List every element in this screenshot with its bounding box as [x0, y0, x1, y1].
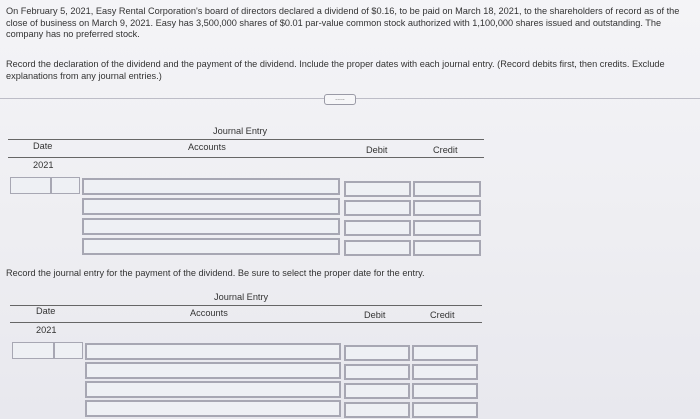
journal1-row1-debit[interactable]	[344, 181, 411, 197]
journal1-title: Journal Entry	[213, 126, 268, 136]
journal2-row1-debit[interactable]	[344, 345, 410, 361]
instructions: Record the declaration of the dividend and the payment of the dividend. Include the proper dates with each journal entry. (Record debits first, then credits. Exclude explanations from any journal entries.)	[6, 59, 665, 81]
journal2-year: 2021	[36, 325, 57, 335]
journal2-row3-account[interactable]	[85, 381, 341, 398]
journal1-row1-account[interactable]	[82, 178, 340, 195]
journal1-row2-credit[interactable]	[413, 200, 481, 216]
journal1-row2-account[interactable]	[82, 198, 340, 215]
expand-button[interactable]: .....	[324, 94, 356, 105]
journal2-title: Journal Entry	[214, 292, 269, 302]
journal2-row1-account[interactable]	[85, 343, 341, 360]
journal2-row3-credit[interactable]	[412, 383, 478, 399]
journal1-row3-debit[interactable]	[344, 220, 411, 236]
journal2-col-date: Date	[36, 306, 56, 316]
journal1-header-top-rule	[8, 139, 484, 140]
journal1-year: 2021	[33, 160, 54, 170]
journal1-row4-debit[interactable]	[344, 240, 411, 256]
journal2-row2-account[interactable]	[85, 362, 341, 379]
problem-statement: On February 5, 2021, Easy Rental Corporation's board of directors declared a dividend of $0.16, to be paid on March 18, 2021, to the shareholders of record as of the close of business on March 9, 2021. Easy has 3,500,000 shares of $0.01 par-value common stock authorized with 1,100,000 shares issued and outstanding. The company has no preferred stock.	[6, 6, 680, 39]
journal2-month-select[interactable]	[12, 342, 54, 359]
journal2-row2-debit[interactable]	[344, 364, 410, 380]
journal2-col-credit: Credit	[430, 310, 455, 320]
journal1-day-select[interactable]	[51, 177, 80, 194]
journal1-col-date: Date	[33, 141, 53, 151]
journal2-row4-debit[interactable]	[344, 402, 410, 418]
payment-instruction: Record the journal entry for the payment of the dividend. Be sure to select the proper date for the entry.	[6, 268, 425, 278]
journal2-col-accounts: Accounts	[190, 308, 228, 318]
journal2-row2-credit[interactable]	[412, 364, 478, 380]
journal2-row3-debit[interactable]	[344, 383, 410, 399]
journal1-row1-credit[interactable]	[413, 181, 481, 197]
journal2-header-bottom-rule	[10, 322, 482, 323]
journal1-col-debit: Debit	[366, 145, 388, 155]
journal2-day-select[interactable]	[54, 342, 83, 359]
journal1-row4-credit[interactable]	[413, 240, 481, 256]
journal1-row3-account[interactable]	[82, 218, 340, 235]
journal1-col-credit: Credit	[433, 145, 458, 155]
journal2-col-debit: Debit	[364, 310, 386, 320]
journal2-row1-credit[interactable]	[412, 345, 478, 361]
journal2-row4-credit[interactable]	[412, 402, 478, 418]
journal1-row3-credit[interactable]	[413, 220, 481, 236]
journal2-row4-account[interactable]	[85, 400, 341, 417]
journal1-col-accounts: Accounts	[188, 142, 226, 152]
journal1-month-select[interactable]	[10, 177, 51, 194]
journal2-header-top-rule	[10, 305, 482, 306]
journal1-row2-debit[interactable]	[344, 200, 411, 216]
journal1-header-bottom-rule	[8, 157, 484, 158]
journal1-row4-account[interactable]	[82, 238, 340, 255]
